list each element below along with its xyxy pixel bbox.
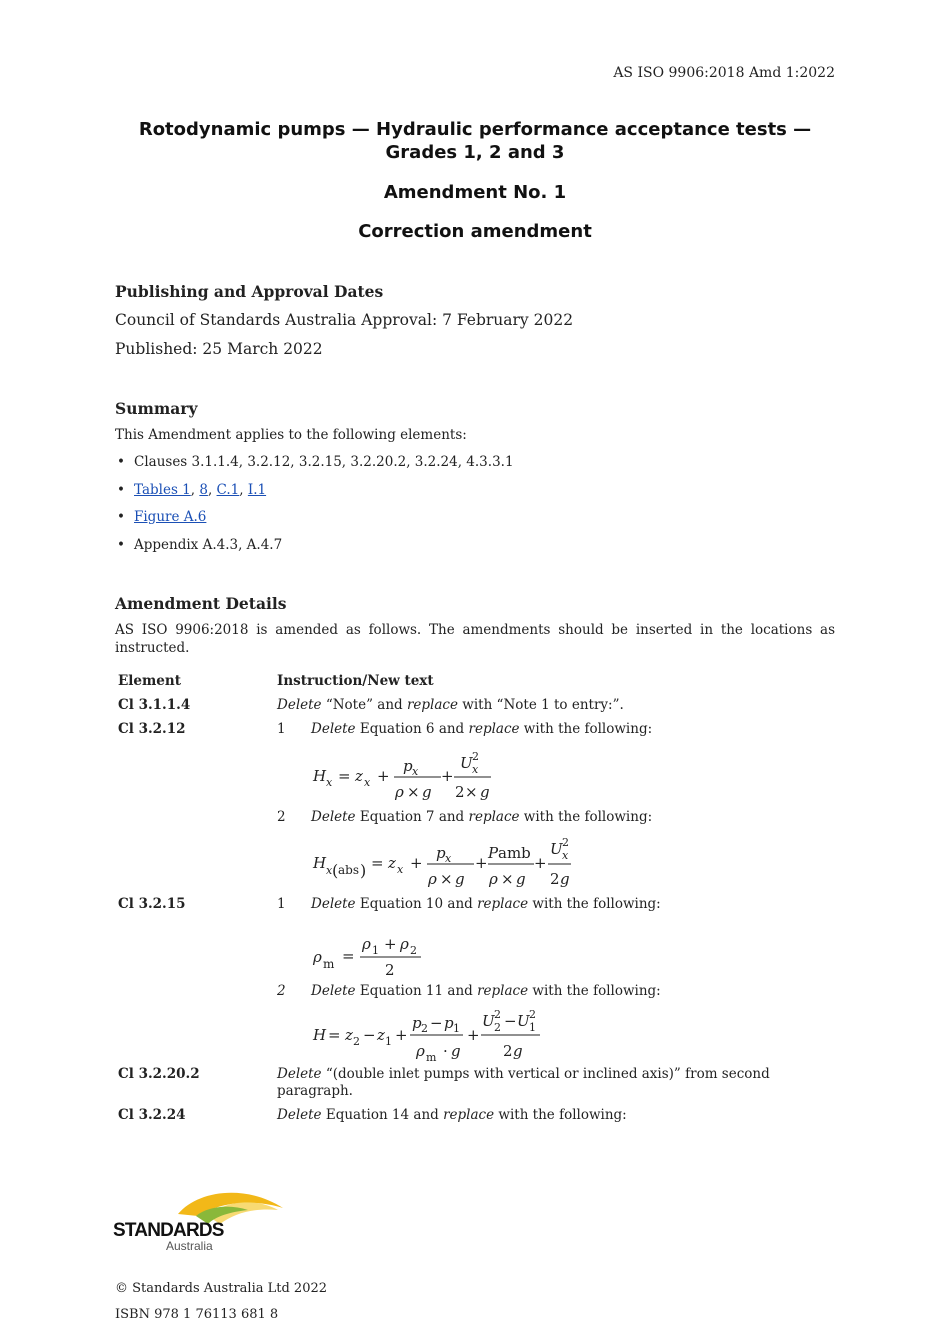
svg-text:2: 2 [353,1035,360,1048]
svg-text:P: P [488,844,499,862]
svg-text:2: 2 [550,870,560,888]
svg-text:p: p [403,757,413,775]
svg-text:g: g [560,870,570,888]
svg-text:=: = [342,947,355,965]
svg-text:g: g [513,1042,523,1060]
amendment-number: Amendment No. 1 [383,182,567,203]
svg-text:H: H [313,854,327,872]
svg-text:=: = [338,767,351,785]
svg-text:U: U [482,1012,495,1030]
svg-text:−: − [430,1014,443,1032]
svg-text:x: x [472,763,479,776]
amendment-subtitle: Correction amendment [358,221,592,242]
page-title [0,118,950,164]
svg-text:amb: amb [498,844,531,862]
instruction-text: Delete Equation 11 and replace with the following: [311,983,661,999]
svg-text:g: g [451,1042,461,1060]
document-reference: AS ISO 9906:2018 Amd 1:2022 [613,65,835,81]
instruction-text: Delete “(double inlet pumps with vertical or inclined axis)” from second paragraph. [277,1066,770,1099]
svg-text:2: 2 [385,961,395,979]
link-table-c1[interactable]: C.1 [216,481,240,498]
svg-text:p: p [444,1014,454,1032]
step-number: 1 [277,896,286,912]
svg-text:ρ: ρ [400,935,409,953]
svg-text:z: z [377,1026,385,1044]
equation-10 [308,928,448,982]
svg-text:×: × [440,870,453,888]
svg-text:2: 2 [562,836,569,849]
standards-australia-logo [113,1186,288,1256]
element-cl-3-2-12: Cl 3.2.12 [118,721,186,737]
svg-text:H: H [313,767,327,785]
svg-text:+: + [377,767,390,785]
svg-text:g: g [455,870,465,888]
svg-text:z: z [345,1026,353,1044]
svg-text:p: p [412,1014,422,1032]
step-number: 2 [277,809,286,825]
summary-heading: Summary [115,399,198,418]
clauses-text: Clauses 3.1.1.4, 3.2.12, 3.2.15, 3.2.20.2, 3.2.24, 4.3.3.1 [134,454,514,470]
svg-text:2: 2 [410,944,417,957]
equation-7 [308,834,588,892]
step-number: 1 [277,721,286,737]
svg-text:g: g [422,783,432,801]
logo-word-australia: Australia [166,1239,213,1253]
svg-text:×: × [465,783,478,801]
svg-text:2: 2 [494,1021,501,1034]
svg-text:ρ: ρ [362,935,371,953]
link-table-8[interactable]: 8 [199,481,208,498]
equation-6 [308,748,508,804]
svg-text:U: U [550,840,563,858]
instruction-text: Delete “Note” and replace with “Note 1 to entry:”. [277,697,624,713]
svg-text:g: g [480,783,490,801]
isbn: ISBN 978 1 76113 681 8 [115,1307,279,1322]
svg-text:2: 2 [472,750,479,763]
svg-text:+: + [534,854,547,872]
svg-text:1: 1 [453,1022,460,1035]
equation-11 [308,1006,568,1064]
logo-word-standards: STANDARDS [113,1220,224,1241]
svg-text:−: − [363,1026,376,1044]
list-item: • Tables 1, 8, C.1, I.1 [115,480,514,508]
svg-text:abs: abs [338,863,359,877]
summary-list [115,452,514,562]
instruction-text: Delete Equation 14 and replace with the following: [277,1107,627,1123]
svg-text:×: × [501,870,514,888]
svg-text:1: 1 [385,1035,392,1048]
svg-text:ρ: ρ [395,783,404,801]
svg-text:m: m [323,957,335,971]
svg-text:U: U [460,754,473,772]
step-number: 2 [277,983,286,999]
svg-text:(: ( [332,861,339,880]
svg-text:+: + [384,935,397,953]
details-heading: Amendment Details [115,594,287,613]
svg-text:U: U [517,1012,530,1030]
svg-text:2: 2 [421,1022,428,1035]
column-header-instruction: Instruction/New text [277,673,434,689]
summary-intro: This Amendment applies to the following elements: [115,427,467,443]
title-line-2: Grades 1, 2 and 3 [385,142,565,163]
svg-text:m: m [426,1051,437,1064]
svg-text:×: × [407,783,420,801]
svg-text:+: + [441,767,454,785]
appendix-text: Appendix A.4.3, A.4.7 [134,536,283,553]
published-date: Published: 25 March 2022 [115,340,323,358]
svg-text:1: 1 [529,1021,536,1034]
approval-date: Council of Standards Australia Approval: 7 February 2022 [115,311,574,329]
list-item [115,507,514,535]
instruction-text: Delete Equation 7 and replace with the following: [311,809,653,825]
svg-text:1: 1 [372,944,379,957]
svg-text:−: − [504,1012,517,1030]
svg-text:ρ: ρ [428,870,437,888]
svg-text:x: x [397,863,404,876]
svg-text:=: = [371,854,384,872]
instruction-text: Delete Equation 6 and replace with the following: [311,721,653,737]
svg-text:g: g [516,870,526,888]
details-intro: AS ISO 9906:2018 is amended as follows. The amendments should be inserted in the locations as instructed. [115,622,835,656]
svg-text:x: x [445,852,452,865]
svg-text:+: + [410,854,423,872]
link-figure-a6[interactable]: Figure A.6 [134,509,207,525]
svg-text:z: z [388,854,396,872]
column-header-element: Element [118,673,181,689]
svg-text:x: x [562,849,569,862]
svg-text:2: 2 [529,1008,536,1021]
publishing-heading: Publishing and Approval Dates [115,282,384,301]
link-table-i1[interactable]: I.1 [247,481,267,498]
svg-text:+: + [475,854,488,872]
svg-text:=: = [328,1026,341,1044]
link-table-1[interactable]: Tables 1 [134,481,191,498]
copyright: © Standards Australia Ltd 2022 [115,1281,328,1296]
svg-text:): ) [360,861,367,880]
svg-text:p: p [436,844,446,862]
svg-text:+: + [467,1026,480,1044]
element-cl-3-1-1-4: Cl 3.1.1.4 [118,697,191,713]
svg-text:ρ: ρ [416,1042,425,1060]
svg-text:+: + [395,1026,408,1044]
svg-text:2: 2 [494,1008,501,1021]
list-item [115,535,514,563]
svg-text:ρ: ρ [313,948,322,966]
svg-text:·: · [443,1042,448,1060]
title-line-1: Rotodynamic pumps — Hydraulic performance acceptance tests — [138,119,812,140]
list-item [115,452,514,480]
svg-text:x: x [326,864,333,877]
element-cl-3-2-24: Cl 3.2.24 [118,1107,186,1123]
svg-text:ρ: ρ [489,870,498,888]
element-cl-3-2-15: Cl 3.2.15 [118,896,186,912]
svg-text:2: 2 [455,783,465,801]
svg-text:2: 2 [503,1042,513,1060]
svg-text:z: z [355,767,363,785]
instruction-text: Delete Equation 10 and replace with the following: [311,896,661,912]
svg-text:H: H [313,1026,327,1044]
svg-text:x: x [364,776,371,789]
element-cl-3-2-20-2: Cl 3.2.20.2 [118,1066,200,1082]
svg-text:x: x [412,765,419,778]
svg-text:x: x [326,776,333,789]
